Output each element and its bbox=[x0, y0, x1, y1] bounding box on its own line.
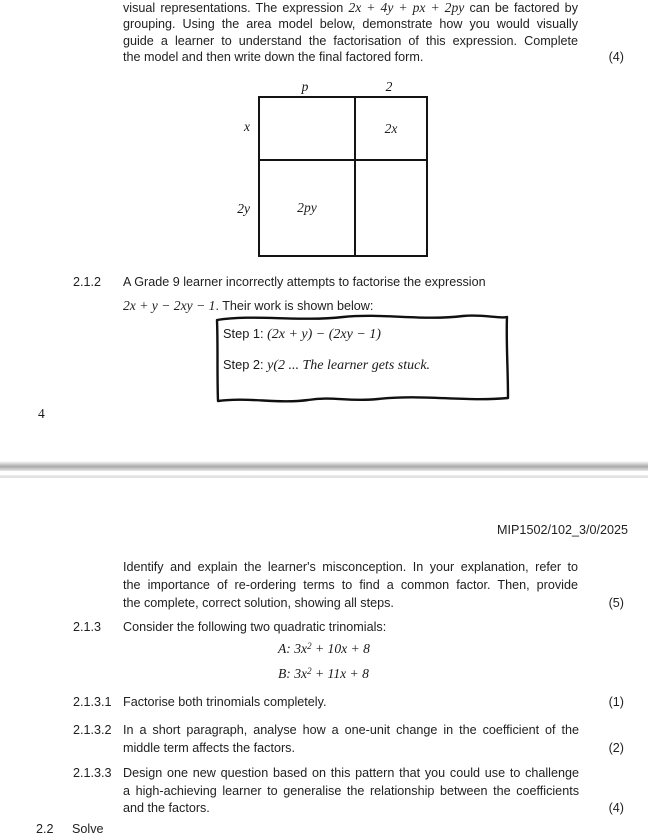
area-model-col-label-2: 2 bbox=[385, 79, 393, 94]
question-2131 bbox=[0, 694, 648, 712]
question-22 bbox=[0, 821, 648, 833]
area-model-col-label-p: p bbox=[301, 79, 309, 94]
exponent: 2 bbox=[307, 666, 312, 676]
page-2 bbox=[0, 478, 648, 833]
step-label: Step 2: bbox=[223, 357, 268, 372]
intro-text: visual representations. The expression bbox=[123, 1, 349, 15]
question-2132 bbox=[0, 722, 648, 757]
marks-badge: (4) bbox=[608, 50, 624, 64]
exponent: 2 bbox=[307, 641, 312, 651]
area-model-cell-2x: 2x bbox=[384, 120, 398, 136]
question-number: 2.1.2 bbox=[73, 275, 102, 289]
trinomial-b-text: B: 3x bbox=[278, 666, 308, 681]
paragraph-line bbox=[123, 0, 578, 16]
document-header-code: MIP1502/102_3/0/2025 bbox=[497, 523, 628, 537]
work-step-2 bbox=[223, 355, 430, 375]
paragraph-line: the model and then write down the final factored form. bbox=[123, 50, 424, 65]
marks-badge: (2) bbox=[608, 740, 624, 755]
question-text: Consider the following two quadratic trinomials: bbox=[123, 620, 387, 634]
paragraph-line: guide a learner to understand the factorisation of this expression. Complete bbox=[123, 33, 578, 48]
question-number: 2.1.3.2 bbox=[73, 723, 112, 737]
area-model-cell-empty bbox=[260, 98, 354, 159]
question-number: 2.2 bbox=[36, 822, 54, 833]
question-text-line: A Grade 9 learner incorrectly attempts to factorise the expression bbox=[123, 275, 486, 289]
page-number: 4 bbox=[38, 406, 45, 421]
paragraph-line: grouping. Using the area model below, demonstrate how you would visually bbox=[123, 17, 578, 32]
trinomial-a bbox=[278, 641, 370, 657]
question-text-line: Design one new question based on this pattern that you could use to challenge bbox=[123, 766, 579, 780]
question-number: 2.1.3.3 bbox=[73, 766, 112, 780]
area-model-diagram bbox=[237, 79, 428, 257]
intro-text: can be factored by bbox=[464, 1, 578, 15]
marks-badge: (5) bbox=[608, 596, 624, 610]
question-number: 2.1.3 bbox=[73, 620, 102, 634]
expression-2x-y-2xy-1: 2x + y − 2xy − 1 bbox=[123, 298, 216, 313]
question-2133 bbox=[0, 765, 648, 818]
area-model-row-label-x: x bbox=[244, 119, 250, 134]
trinomial-b-text: + 11x + 8 bbox=[311, 666, 369, 681]
question-text: . Their work is shown below: bbox=[215, 299, 374, 313]
marks-badge: (4) bbox=[608, 801, 624, 815]
question-number: 2.1.3.1 bbox=[73, 695, 112, 709]
question-213 bbox=[0, 619, 648, 637]
trinomial-a-text: + 10x + 8 bbox=[311, 641, 370, 656]
question-text: Factorise both trinomials completely. bbox=[123, 695, 327, 709]
trinomial-b bbox=[278, 666, 369, 682]
step-1-expression: (2x + y) − (2xy − 1) bbox=[267, 327, 381, 342]
paragraph-line: Identify and explain the learner's misconception. In your explanation, refer to bbox=[123, 560, 578, 574]
question-text-line: and the factors. bbox=[123, 801, 210, 815]
area-model-cell-empty bbox=[356, 161, 426, 255]
work-step-1 bbox=[223, 324, 381, 344]
question-text: Solve bbox=[72, 822, 104, 833]
marks-badge: (1) bbox=[608, 695, 624, 709]
page-separator bbox=[0, 461, 648, 471]
paragraph-line: the complete, correct solution, showing all steps. bbox=[123, 596, 394, 610]
question-21-intro-paragraph bbox=[123, 0, 578, 66]
step-label: Step 1: bbox=[223, 326, 268, 341]
trinomial-a-text: A: 3x bbox=[278, 641, 308, 656]
area-model-row-label-2y: 2y bbox=[237, 201, 250, 216]
question-text-line: In a short paragraph, analyse how a one-unit change in the coefficient of the bbox=[123, 723, 579, 737]
question-text-line: middle term affects the factors. bbox=[123, 740, 295, 755]
expression-2x-4y-px-2py: 2x + 4y + px + 2py bbox=[348, 0, 465, 15]
learner-stuck-note: The learner gets stuck. bbox=[302, 358, 431, 373]
question-212-continuation-paragraph bbox=[123, 558, 578, 612]
learner-work-box bbox=[208, 310, 514, 406]
question-text-line: a high-achieving learner to generalise the relationship between the coefficients bbox=[123, 783, 579, 798]
paragraph-line: the importance of re-ordering terms to find a common factor. Then, provide bbox=[123, 578, 578, 592]
step-2-expression: y(2 ... bbox=[267, 358, 303, 373]
area-model-grid bbox=[258, 96, 428, 257]
area-model-cell-2py: 2py bbox=[297, 200, 317, 215]
